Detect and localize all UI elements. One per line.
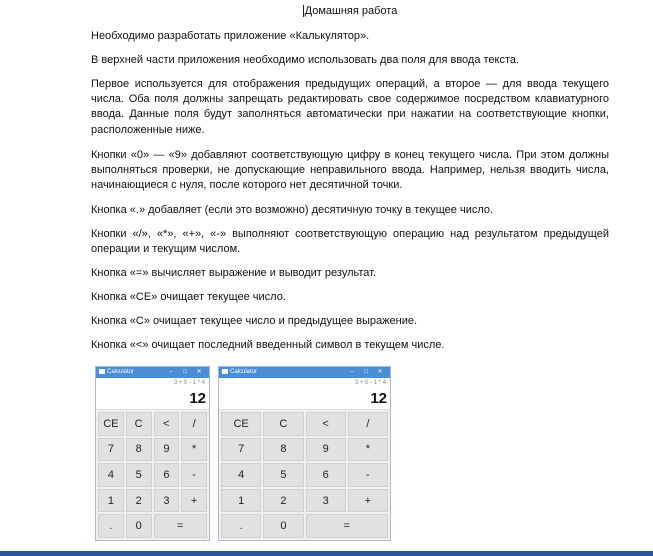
- digit-1-button: 1: [221, 489, 261, 513]
- digit-6-button: 6: [306, 463, 346, 487]
- digit-8-button: 8: [126, 438, 152, 462]
- close-icon: ✕: [377, 369, 383, 375]
- calculator-titlebar: Calculator – □ ✕: [219, 367, 390, 378]
- digit-5-button: 5: [263, 463, 303, 487]
- digit-4-button: 4: [98, 463, 124, 487]
- app-icon: [99, 369, 105, 374]
- equals-button: =: [154, 514, 208, 538]
- digit-6-button: 6: [154, 463, 180, 487]
- paragraph: В верхней части приложения необходимо использовать два поля для ввода текста.: [91, 54, 520, 66]
- maximize-icon: □: [364, 369, 368, 375]
- decimal-point-button: .: [221, 514, 261, 538]
- minus-button: -: [348, 463, 388, 487]
- digit-2-button: 2: [126, 489, 152, 513]
- equals-button: =: [306, 514, 389, 538]
- previous-operations-field: 3 + 5 - 1 * 4: [219, 378, 390, 388]
- digit-8-button: 8: [263, 438, 303, 462]
- maximize-icon: □: [183, 369, 187, 375]
- digit-4-button: 4: [221, 463, 261, 487]
- paragraph: Кнопки «0» — «9» добавляют соответствующую цифру в конец текущего числа. При этом должны выполняться проверки, не допускающие неправильного ввода. Например, нельзя вводить числа, начинающиеся с нуля, после которого нет десятичной точки.: [91, 149, 609, 192]
- minimize-icon: –: [169, 369, 173, 375]
- divide-button: /: [181, 412, 207, 436]
- minimize-icon: –: [350, 369, 354, 375]
- paragraph: Необходимо разработать приложение «Калькулятор».: [91, 30, 370, 42]
- calculator-buttons: [98, 412, 207, 538]
- current-number-field: 12: [96, 388, 209, 410]
- calculator-screenshot-left: [95, 366, 210, 541]
- paragraph: Кнопки «/», «*», «+», «-» выполняют соответствующую операцию над результатом предыдущей операции и текущим числом.: [91, 228, 609, 256]
- backspace-button: <: [306, 412, 346, 436]
- minus-button: -: [181, 463, 207, 487]
- paragraph: Кнопка «<» очищает последний введенный символ в текущем числе.: [91, 339, 445, 351]
- document-title: Домашняя работа: [304, 5, 398, 17]
- digit-1-button: 1: [98, 489, 124, 513]
- digit-7-button: 7: [221, 438, 261, 462]
- ce-button: CE: [98, 412, 124, 436]
- decimal-point-button: .: [98, 514, 124, 538]
- app-icon: [222, 369, 228, 374]
- digit-0-button: 0: [126, 514, 152, 538]
- digit-3-button: 3: [154, 489, 180, 513]
- c-button: C: [126, 412, 152, 436]
- digit-2-button: 2: [263, 489, 303, 513]
- multiply-button: *: [181, 438, 207, 462]
- paragraph: Кнопка «C» очищает текущее число и предыдущее выражение.: [91, 315, 418, 327]
- backspace-button: <: [154, 412, 180, 436]
- close-icon: ✕: [196, 369, 202, 375]
- previous-operations-field: 3 + 5 - 1 * 4: [96, 378, 209, 388]
- multiply-button: *: [348, 438, 388, 462]
- plus-button: +: [181, 489, 207, 513]
- paragraph: Кнопка «=» вычисляет выражение и выводит результат.: [91, 267, 377, 279]
- status-bar: [0, 551, 653, 556]
- window-controls: [345, 367, 387, 378]
- paragraph: Первое используется для отображения предыдущих операций, а второе — для ввода текущего числа. Оба поля должны запрещать редактировать свое содержимое посредством клавиатурного ввода. Данные поля будут заполняться автоматически при нажатии на соответствующие кнопки, расположенные ниже.: [91, 78, 609, 136]
- window-controls: [164, 367, 206, 378]
- digit-5-button: 5: [126, 463, 152, 487]
- plus-button: +: [348, 489, 388, 513]
- c-button: C: [263, 412, 303, 436]
- paragraph: Кнопка «CE» очищает текущее число.: [91, 291, 286, 303]
- calculator-titlebar: Calculator – □ ✕: [96, 367, 209, 378]
- current-number-field: 12: [219, 388, 390, 410]
- calculator-screenshot-right: [218, 366, 391, 541]
- digit-9-button: 9: [306, 438, 346, 462]
- digit-9-button: 9: [154, 438, 180, 462]
- ce-button: CE: [221, 412, 261, 436]
- divide-button: /: [348, 412, 388, 436]
- digit-0-button: 0: [263, 514, 303, 538]
- calculator-buttons: [221, 412, 388, 538]
- digit-3-button: 3: [306, 489, 346, 513]
- digit-7-button: 7: [98, 438, 124, 462]
- paragraph: Кнопка «.» добавляет (если это возможно) десятичную точку в текущее число.: [91, 204, 494, 216]
